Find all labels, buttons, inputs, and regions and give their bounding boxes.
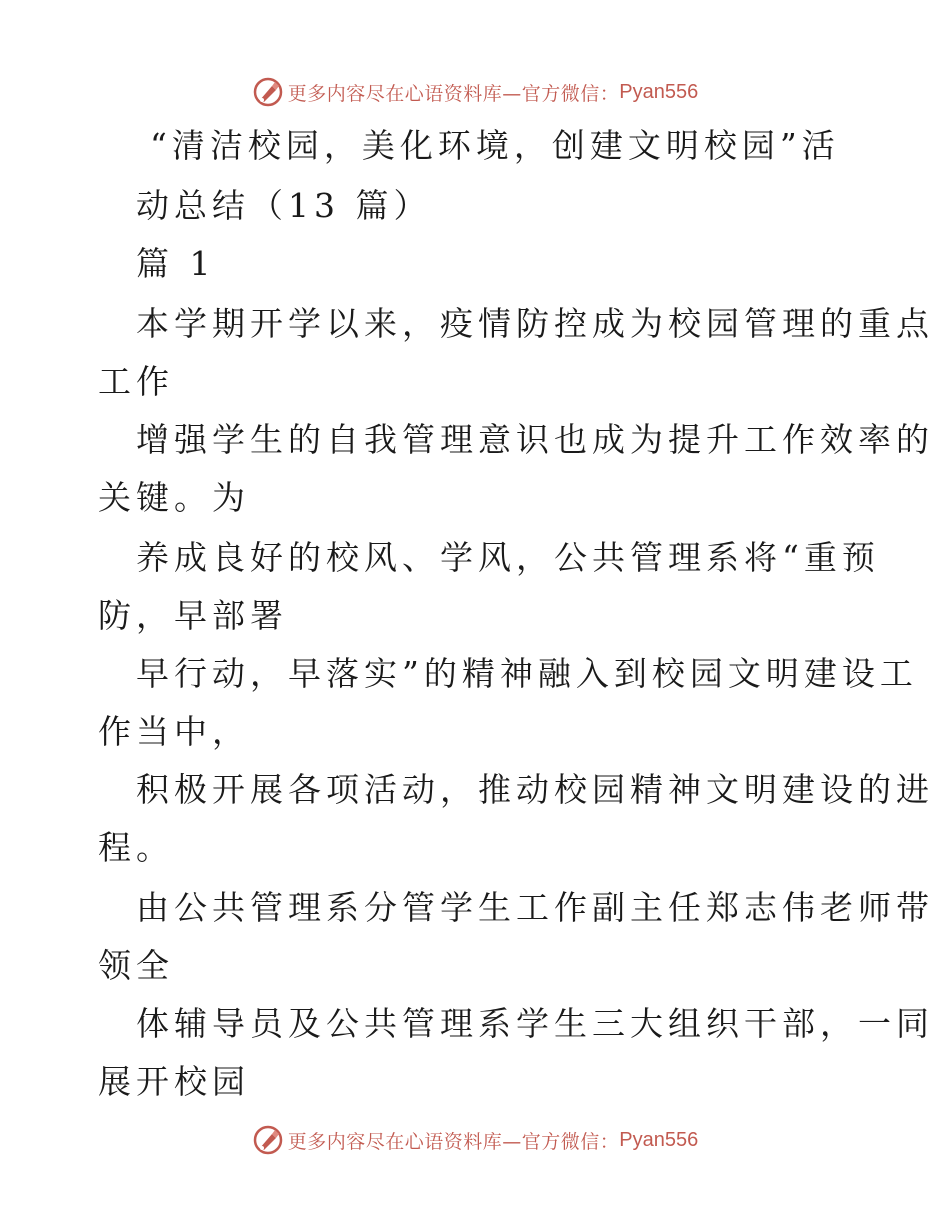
- footer-banner-account: Pyan556: [619, 1128, 699, 1151]
- document-title-line-1: “清洁校园，美化环境，创建文明校园”活: [150, 126, 840, 165]
- body-line: 作当中，: [98, 712, 250, 751]
- body-line: 早行动，早落实”的精神融入到校园文明建设工: [136, 654, 918, 693]
- body-line: 增强学生的自我管理意识也成为提升工作效率的: [136, 420, 934, 459]
- pen-logo-icon: [252, 1124, 284, 1156]
- footer-banner-text: 更多内容尽在心语资料库—官方微信：: [287, 1130, 620, 1153]
- body-line: 程。: [98, 828, 174, 867]
- body-line: 积极开展各项活动，推动校园精神文明建设的进: [136, 770, 934, 809]
- section-label: 篇 1: [136, 244, 216, 283]
- body-line: 关键。为: [98, 478, 250, 517]
- body-line: 养成良好的校风、学风，公共管理系将“重预: [136, 538, 880, 577]
- footer-watermark-banner: [0, 1120, 950, 1160]
- body-line: 本学期开学以来，疫情防控成为校园管理的重点: [136, 304, 934, 343]
- body-line: 工作: [98, 362, 174, 401]
- body-line: 防，早部署: [98, 596, 288, 635]
- body-line: 领全: [98, 946, 174, 985]
- document-title-line-2: 动总结（13 篇）: [136, 186, 432, 225]
- header-banner-account: Pyan556: [619, 80, 699, 103]
- header-banner-text: 更多内容尽在心语资料库—官方微信：: [287, 82, 620, 105]
- body-line: 体辅导员及公共管理系学生三大组织干部，一同: [136, 1004, 934, 1043]
- body-line: 展开校园: [98, 1062, 250, 1101]
- body-line: 由公共管理系分管学生工作副主任郑志伟老师带: [136, 888, 934, 927]
